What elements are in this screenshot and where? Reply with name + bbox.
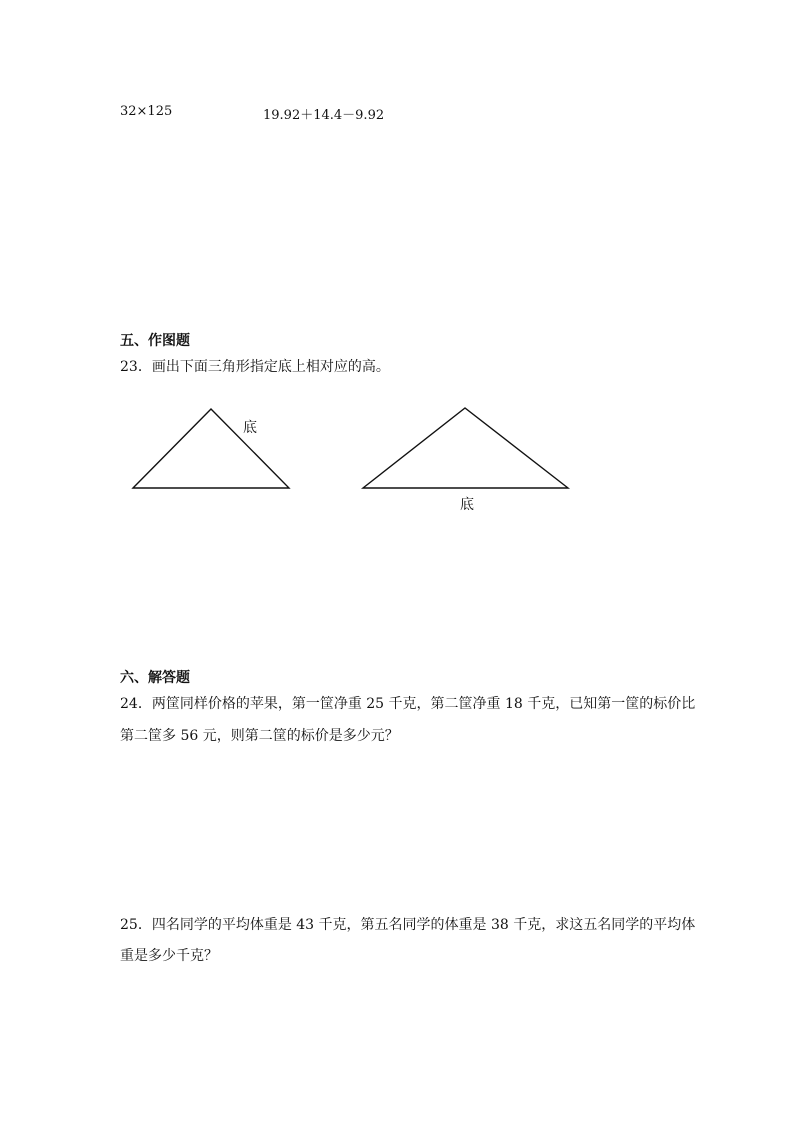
question-25-line-2: 重是多少千克？: [120, 948, 218, 964]
section-title-drawing: 五、作图题: [120, 333, 190, 349]
calc-expression-1: 32×125: [120, 104, 173, 119]
calc-expression-2: 19.92＋14.4－9.92: [263, 108, 385, 123]
right-triangle-base-label: 底: [460, 497, 474, 513]
question-25-line-1: 25．四名同学的平均体重是 43 千克，第五名同学的体重是 38 千克，求这五名同学的平均体: [120, 917, 696, 933]
question-24-line-1: 24．两筐同样价格的苹果，第一筐净重 25 千克，第二筐净重 18 千克，已知第一筐的标价比: [120, 696, 696, 712]
section-title-answers: 六、解答题: [120, 670, 190, 686]
question-23-text: 23．画出下面三角形指定底上相对应的高。: [120, 359, 390, 375]
question-24-line-2: 第二筐多 56 元，则第二筐的标价是多少元？: [120, 728, 399, 744]
right-triangle: [363, 408, 568, 488]
left-triangle-base-label: 底: [243, 420, 257, 436]
